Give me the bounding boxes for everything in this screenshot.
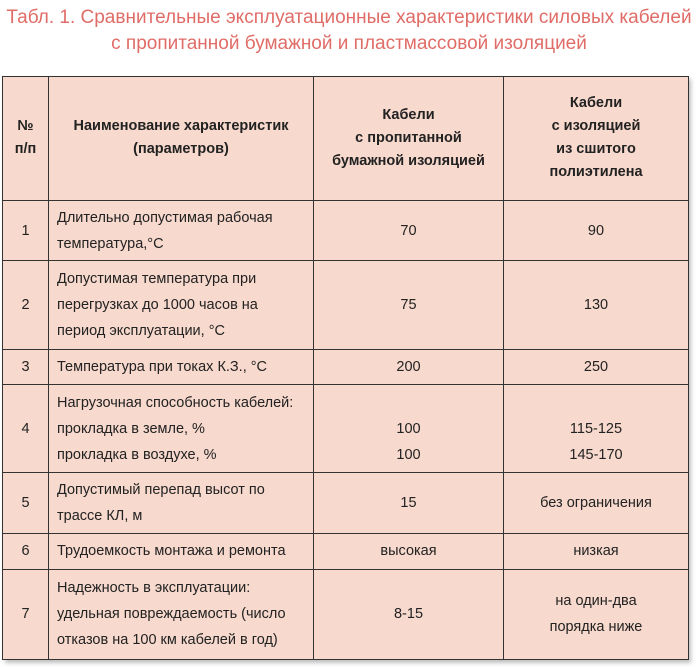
- row-number: 2: [3, 261, 49, 349]
- table-row: [3, 200, 689, 260]
- table-row: [3, 349, 689, 385]
- characteristics-table: [2, 76, 689, 660]
- row-characteristic: Допустимый перепад высот по трассе КЛ, м: [49, 473, 314, 533]
- row-xlpe-value: 250: [504, 349, 689, 385]
- table-row: [3, 385, 689, 473]
- row-paper-value: 200: [314, 349, 504, 385]
- row-paper-value: 15: [314, 473, 504, 533]
- header-characteristic-name: Наименование характеристик (параметров): [49, 77, 314, 201]
- table-title: [0, 5, 698, 57]
- row-characteristic: Трудоемкость монтажа и ремонта: [49, 533, 314, 569]
- row-characteristic: Длительно допустимая рабочая температура,°С: [49, 200, 314, 260]
- row-paper-value: 100 100: [314, 385, 504, 473]
- header-xlpe-insulation: Кабели с изоляцией из сшитого полиэтилена: [504, 77, 689, 201]
- row-number: 7: [3, 569, 49, 659]
- table-header-row: [3, 77, 689, 201]
- row-number: 4: [3, 385, 49, 473]
- row-paper-value: высокая: [314, 533, 504, 569]
- header-number: № п/п: [3, 77, 49, 201]
- row-paper-value: 8-15: [314, 569, 504, 659]
- row-characteristic: Допустимая температура при перегрузках до 1000 часов на период эксплуатации, °С: [49, 261, 314, 349]
- row-characteristic: Нагрузочная способность кабелей: прокладка в земле, % прокладка в воздухе, %: [49, 385, 314, 473]
- characteristics-table-container: [2, 76, 688, 660]
- row-number: 5: [3, 473, 49, 533]
- row-characteristic: Температура при токах К.З., °С: [49, 349, 314, 385]
- row-characteristic: Надежность в эксплуатации: удельная повреждаемость (число отказов на 100 км кабелей в год): [49, 569, 314, 659]
- table-title-line-2: с пропитанной бумажной и пластмассовой изоляцией: [111, 33, 587, 54]
- row-number: 3: [3, 349, 49, 385]
- table-row: [3, 533, 689, 569]
- row-paper-value: 75: [314, 261, 504, 349]
- row-xlpe-value: на один-два порядка ниже: [504, 569, 689, 659]
- row-paper-value: 70: [314, 200, 504, 260]
- row-number: 1: [3, 200, 49, 260]
- row-xlpe-value: 115-125 145-170: [504, 385, 689, 473]
- row-xlpe-value: 90: [504, 200, 689, 260]
- row-xlpe-value: без ограничения: [504, 473, 689, 533]
- header-paper-insulation: Кабели с пропитанной бумажной изоляцией: [314, 77, 504, 201]
- row-xlpe-value: низкая: [504, 533, 689, 569]
- table-row: [3, 261, 689, 349]
- table-row: [3, 473, 689, 533]
- table-row: [3, 569, 689, 659]
- row-number: 6: [3, 533, 49, 569]
- table-title-line-1: Табл. 1. Сравнительные эксплуатационные характеристики силовых кабелей: [6, 7, 692, 28]
- row-xlpe-value: 130: [504, 261, 689, 349]
